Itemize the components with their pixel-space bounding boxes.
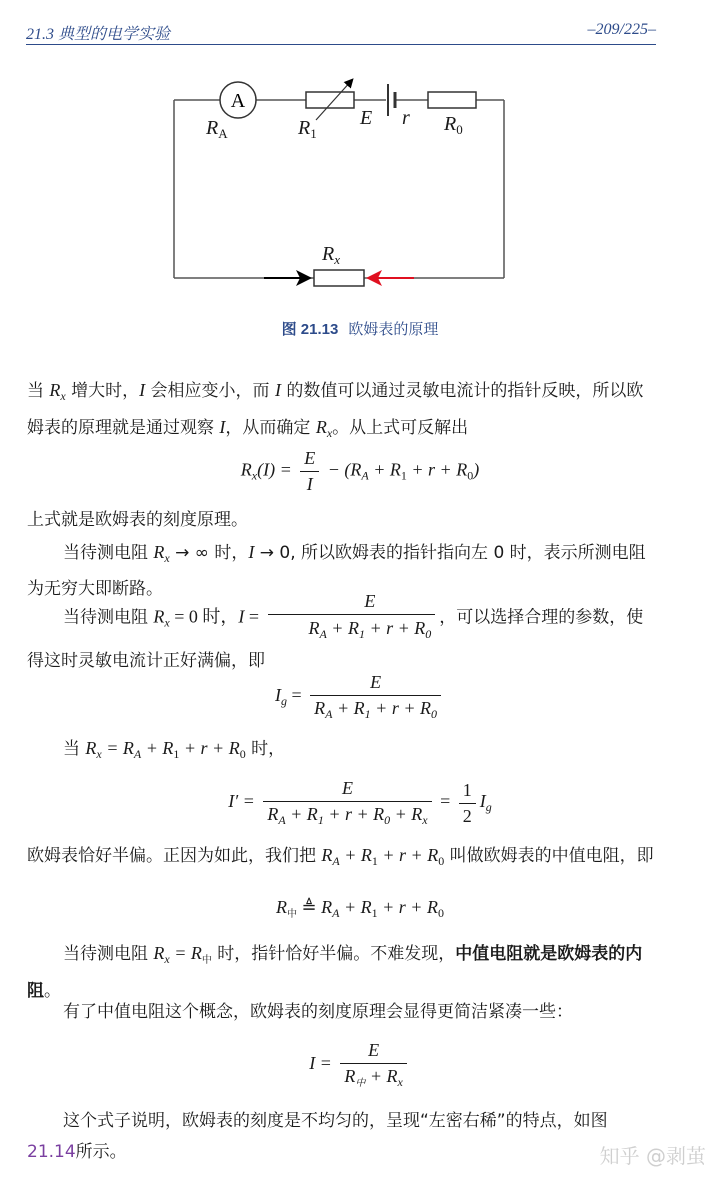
math-sub: x	[96, 747, 102, 761]
eq-text: + r + R	[377, 897, 438, 917]
text: =	[244, 606, 260, 627]
text: 增大时，	[65, 381, 140, 401]
math-sub: 0	[239, 747, 246, 761]
text: 当待测电阻	[63, 543, 154, 563]
eq-text: I′ =	[228, 791, 255, 812]
fraction	[310, 672, 441, 722]
numerator: E	[263, 778, 431, 802]
math-rx: R	[153, 943, 165, 963]
text: 时，指针恰好半偏。不难发现，	[211, 944, 456, 964]
numerator: E	[310, 672, 441, 696]
math: + R	[141, 738, 174, 758]
eq-sub: 0	[437, 906, 444, 920]
fraction	[300, 448, 319, 495]
circuit-diagram	[160, 68, 560, 308]
den-part: R	[267, 804, 279, 824]
numerator: E	[340, 1040, 406, 1064]
fraction	[268, 590, 435, 645]
label-e: E	[360, 107, 373, 129]
page-number: –209/225–	[587, 21, 656, 38]
math-sub: x	[164, 952, 170, 966]
eq-text: + R	[339, 897, 372, 917]
math-rx: R	[49, 380, 61, 400]
math-i: I	[238, 606, 245, 627]
bold-text: 中值电阻就是欧姆表的内阻	[27, 944, 643, 1001]
equation-3	[0, 778, 720, 828]
text: → ∞ 时，	[169, 543, 249, 563]
den-part: + R	[390, 804, 423, 824]
text: ，从而确定	[225, 418, 316, 438]
den-part: + R	[285, 804, 318, 824]
section-title: 21.3 典型的电学实验	[26, 26, 171, 43]
math: = R	[169, 943, 202, 963]
math-sub: x	[326, 426, 333, 440]
eq-text: I =	[309, 1053, 332, 1074]
resistor-r0	[428, 92, 476, 108]
math-rx: R	[153, 606, 165, 627]
math-sub: x	[164, 615, 170, 630]
text: 欧姆表恰好半偏。正因为如此，我们把	[27, 846, 322, 866]
figure-link[interactable]: 21.14	[27, 1142, 76, 1162]
math-sub: x	[164, 551, 170, 565]
math-rx: R	[153, 542, 165, 562]
label-r0: $R_0$	[444, 113, 463, 137]
eq-sub: 1	[371, 906, 378, 920]
text: = 0 时，	[169, 606, 239, 627]
text: 当	[63, 739, 86, 759]
text: 时，	[245, 739, 286, 759]
denominator: 2	[462, 805, 472, 826]
math-i: I	[248, 542, 255, 562]
eq-text: R	[316, 897, 333, 917]
paragraph-4	[27, 590, 655, 678]
label-r: r	[402, 107, 410, 129]
paragraph-6	[27, 840, 655, 877]
eq-sub: g	[281, 694, 288, 709]
eq-text: R	[276, 897, 288, 917]
ammeter-label: A	[230, 90, 246, 112]
eq-sub: A	[332, 906, 340, 920]
math-i: I	[274, 380, 281, 400]
math: + r + R	[179, 738, 240, 758]
text: 所示。	[75, 1142, 127, 1162]
text: 当	[27, 381, 50, 401]
watermark: 知乎 @剥茧	[599, 1144, 706, 1168]
paragraph-1	[27, 375, 655, 449]
math: = R	[101, 738, 134, 758]
caption-number: 图 21.13	[281, 321, 339, 338]
den-sub: A	[278, 813, 286, 827]
eq-text: (I) =	[257, 459, 292, 480]
fraction	[340, 1040, 406, 1090]
resistor-rx	[314, 270, 364, 286]
math-sub: 1	[173, 747, 180, 761]
math-sub: 0	[438, 854, 445, 868]
den-sub: 0	[384, 813, 391, 827]
math-sub: 中	[201, 955, 212, 966]
den-part: + R	[365, 1066, 398, 1086]
denominator	[310, 696, 441, 722]
den-part: + r + R	[370, 698, 431, 718]
math-rx: R	[315, 417, 327, 437]
equation-1	[0, 448, 720, 495]
den-part: R	[308, 618, 320, 638]
text: 。从上式可反解出	[332, 418, 469, 438]
eq-sub: 中	[287, 909, 298, 920]
math-rx: R	[85, 738, 97, 758]
text: ，可以选择合理的参数，使得这时灵敏电流计正好满偏，即	[27, 607, 644, 671]
eq-text: − (R	[327, 459, 362, 480]
den-sub: x	[397, 1075, 403, 1089]
math-sub: x	[60, 389, 66, 403]
den-sub: 1	[358, 627, 365, 641]
math-i: I	[139, 380, 146, 400]
fraction-half	[459, 780, 476, 827]
numerator: E	[300, 448, 319, 472]
den-sub: x	[422, 813, 428, 827]
text: 当待测电阻	[63, 944, 154, 964]
eq-text: + r + R	[406, 459, 468, 480]
den-sub: 中	[355, 1078, 366, 1089]
equation-4	[0, 897, 720, 921]
equation-2	[0, 672, 720, 722]
math-sub: 1	[371, 854, 378, 868]
den-sub: 0	[425, 627, 432, 641]
den-sub: A	[325, 707, 333, 721]
eq-sub: 0	[467, 468, 474, 483]
eq-text: =	[287, 685, 302, 706]
eq-text: I	[479, 791, 486, 812]
eq-text: R	[240, 459, 252, 480]
eq-sub: x	[251, 468, 258, 483]
text: 。	[44, 981, 61, 1001]
paragraph-5	[27, 733, 655, 770]
math-i: I	[219, 417, 226, 437]
text: 这个式子说明，欧姆表的刻度是不均匀的，呈现“左密右稀”的特点，如图	[63, 1111, 608, 1131]
math-sub: A	[332, 854, 340, 868]
eq-sub: A	[361, 468, 369, 483]
paragraph-9	[27, 1106, 655, 1168]
eq-text: I	[275, 685, 282, 706]
page-header	[26, 18, 656, 45]
den-sub: 1	[364, 707, 371, 721]
paragraph-8: 有了中值电阻这个概念，欧姆表的刻度原理会显得更简洁紧凑一些：	[63, 1002, 573, 1022]
den-sub: 0	[430, 707, 437, 721]
fraction	[263, 778, 431, 828]
label-rx: $R_x$	[322, 243, 340, 267]
math: + r + R	[377, 845, 439, 865]
denominator	[263, 802, 431, 828]
text: 叫做欧姆表的中值电阻，即	[444, 846, 654, 866]
text: → 0, 所以欧姆表的指针指向左 0 时，表示所测电阻为无穷大即断路。	[27, 543, 646, 599]
numerator: E	[268, 590, 435, 615]
denominator	[268, 615, 435, 645]
den-part: R	[344, 1066, 356, 1086]
den-part: R	[314, 698, 326, 718]
numerator: 1	[459, 780, 476, 804]
label-r1: $R_1$	[298, 117, 317, 141]
eq-text: + R	[368, 459, 401, 480]
text: 当待测电阻	[63, 607, 154, 628]
text: 会相应变小，而	[145, 381, 275, 401]
den-part: + r + R	[364, 618, 426, 638]
figure-caption	[0, 318, 720, 339]
math: R	[321, 845, 333, 865]
eq-text: =	[440, 791, 451, 812]
math-sub: A	[133, 747, 142, 761]
equation-5	[0, 1040, 720, 1090]
def-symbol: ≜	[301, 897, 317, 917]
eq-sub: 1	[400, 468, 407, 483]
den-part: + R	[332, 698, 365, 718]
math: + R	[339, 845, 372, 865]
denominator: I	[306, 474, 313, 494]
den-part: + r + R	[323, 804, 385, 824]
eq-sub: g	[485, 800, 492, 815]
den-sub: A	[319, 627, 327, 641]
eq-text: )	[473, 459, 480, 480]
paragraph-2: 上式就是欧姆表的刻度原理。	[27, 510, 248, 530]
den-sub: 1	[317, 813, 324, 827]
den-part: + R	[326, 618, 359, 638]
text: 的数值可以通过灵敏电流计的指针反映，所以欧姆表的原理就是通过观察	[27, 381, 644, 438]
rheostat-r1	[306, 92, 354, 108]
label-ra: $R_A$	[206, 117, 228, 141]
denominator	[340, 1064, 406, 1090]
caption-text: 欧姆表的原理	[348, 321, 439, 338]
